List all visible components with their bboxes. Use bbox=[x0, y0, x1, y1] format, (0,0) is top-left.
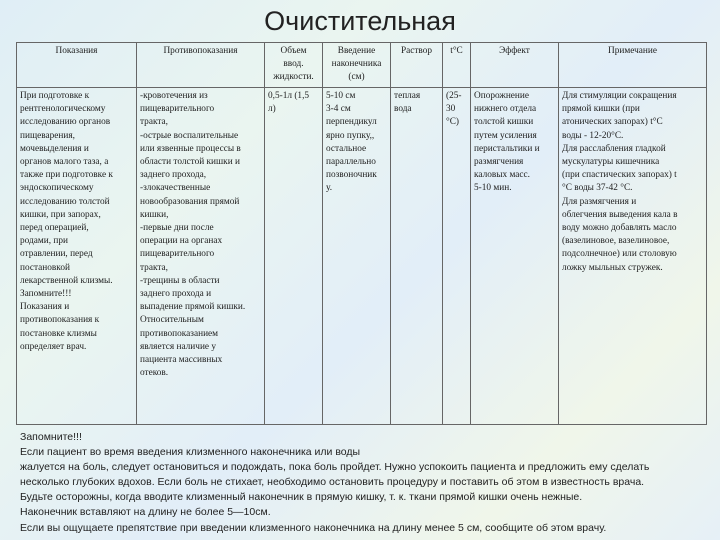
text-line: прямой кишки (при bbox=[562, 104, 640, 115]
text-line: перпендикул bbox=[326, 117, 377, 128]
text-line: мускулатуры кишечника bbox=[562, 157, 660, 168]
text-line: Запомните!!! bbox=[20, 289, 72, 300]
text-line: Для размягчения и bbox=[562, 196, 637, 207]
text-line: размягчения bbox=[474, 157, 524, 168]
text-line: 3-4 см bbox=[326, 104, 351, 115]
text-line: отравлении, перед bbox=[20, 249, 93, 260]
text-line: заднего прохода, bbox=[140, 170, 207, 181]
header-note: Примечание bbox=[559, 43, 707, 88]
text-line: кишки, при запорах, bbox=[20, 209, 101, 220]
text-line: перед операцией, bbox=[20, 223, 89, 234]
text-line: эндоскопическому bbox=[20, 183, 94, 194]
text-line: параллельно bbox=[326, 157, 376, 168]
text-line: заднего прохода и bbox=[140, 289, 212, 300]
text-line: нижнего отдела bbox=[474, 104, 537, 115]
text-line: 5-10 мин. bbox=[474, 183, 512, 194]
text-line: новообразования прямой bbox=[140, 196, 240, 207]
text-line: или язвенные процессы в bbox=[140, 143, 241, 154]
cell-volume bbox=[265, 88, 323, 425]
text-line: Для стимуляции сокращения bbox=[562, 91, 677, 101]
text-line: -острые воспалительные bbox=[140, 130, 239, 141]
text-line: перистальтики и bbox=[474, 143, 540, 154]
text-line: пищеварительного bbox=[140, 249, 215, 260]
text-line: (вазелиновое, вазелиновое, bbox=[562, 236, 670, 247]
text-line: ложку мыльных стружек. bbox=[562, 262, 663, 273]
header-volume: Объем ввод. жидкости. bbox=[265, 43, 323, 88]
text-line: Будьте осторожны, когда вводите клизменный наконечник в прямую кишку, т. к. ткани прямой кишки очень нежные. bbox=[20, 491, 583, 504]
text-line: путем усиления bbox=[474, 130, 537, 141]
text-line: 5-10 см bbox=[326, 91, 356, 101]
table-header-row bbox=[17, 43, 707, 88]
text-line: пищеварения, bbox=[20, 130, 75, 141]
text-line: родами, при bbox=[20, 236, 68, 247]
text-line: каловых масс. bbox=[474, 170, 531, 181]
header-contraindications: Противопоказания bbox=[137, 43, 265, 88]
text-line: исследованию органов bbox=[20, 117, 111, 128]
text-line: постановке клизмы bbox=[20, 328, 97, 339]
text-line: мочевыделения и bbox=[20, 143, 89, 154]
text-line: тракта, bbox=[140, 262, 168, 273]
text-line: воды - 12-20°C. bbox=[562, 130, 624, 141]
cell-solution bbox=[391, 88, 443, 425]
text-line: Опорожнение bbox=[474, 91, 530, 101]
text-line: Относительным bbox=[140, 315, 204, 326]
header-effect: Эффект bbox=[471, 43, 559, 88]
cell-temperature bbox=[443, 88, 471, 425]
text-line: (25- bbox=[446, 91, 462, 101]
text-line: Для расслабления гладкой bbox=[562, 143, 666, 154]
text-line: Запомните!!! bbox=[20, 431, 82, 443]
text-line: отеков. bbox=[140, 368, 169, 379]
cell-note bbox=[559, 88, 707, 425]
cell-effect bbox=[471, 88, 559, 425]
text-line: у. bbox=[326, 183, 333, 194]
text-line: вода bbox=[394, 104, 412, 115]
text-line: -кровотечения из bbox=[140, 91, 208, 101]
text-line: воду можно добавлять масло bbox=[562, 223, 677, 234]
text-line: постановкой bbox=[20, 262, 70, 273]
text-line: остальное bbox=[326, 143, 367, 154]
text-line: жалуется на боль, следует остановиться и подождать, пока боль пройдет. Нужно успокоить пациента и предложить ему сделать bbox=[20, 461, 650, 474]
text-line: (при спастических запорах) t bbox=[562, 170, 677, 181]
text-line: Если пациент во время введения клизменного наконечника или воды bbox=[20, 446, 361, 459]
page-title: Очистительная bbox=[264, 6, 456, 36]
text-line: 30 bbox=[446, 104, 456, 115]
text-line: исследованию толстой bbox=[20, 196, 110, 207]
text-line: л) bbox=[268, 104, 276, 115]
text-line: также при подготовке к bbox=[20, 170, 113, 181]
cell-indications bbox=[17, 88, 137, 425]
text-line: облегчения выведения кала в bbox=[562, 209, 678, 220]
text-line: -злокачественные bbox=[140, 183, 211, 194]
text-line: несколько глубоких вдохов. Если боль не стихает, необходимо остановить процедуру и поставить об этом в известность врача. bbox=[20, 476, 645, 489]
text-line: выпадение прямой кишки. bbox=[140, 302, 246, 313]
text-line: подсолнечное) или столовую bbox=[562, 249, 677, 260]
header-indications: Показания bbox=[17, 43, 137, 88]
text-line: толстой кишки bbox=[474, 117, 534, 128]
text-line: атонических запорах) t°C bbox=[562, 117, 663, 128]
text-line: является наличие у bbox=[140, 341, 217, 352]
text-line: ярно пупку,, bbox=[326, 130, 375, 141]
header-temperature: t°C bbox=[443, 43, 471, 88]
text-line: области толстой кишки и bbox=[140, 157, 240, 168]
cell-contraindications bbox=[137, 88, 265, 425]
text-line: кишки, bbox=[140, 209, 169, 220]
text-line: При подготовке к bbox=[20, 91, 90, 101]
text-line: противопоказанием bbox=[140, 328, 219, 339]
text-line: пищеварительного bbox=[140, 104, 215, 115]
text-line: рентгенологическому bbox=[20, 104, 106, 115]
table-row bbox=[17, 88, 707, 425]
cell-insertion bbox=[323, 88, 391, 425]
text-line: операции на органах bbox=[140, 236, 223, 247]
notes-block bbox=[20, 430, 710, 536]
text-line: Если вы ощущаете препятствие при введении клизменного наконечника на длину менее 5 см, сообщите об этом врачу. bbox=[20, 521, 607, 534]
text-line: °C воды 37-42 °C. bbox=[562, 183, 633, 194]
text-line: органов малого таза, а bbox=[20, 157, 109, 168]
text-line: теплая bbox=[394, 91, 421, 101]
text-line: тракта, bbox=[140, 117, 168, 128]
text-line: -первые дни после bbox=[140, 223, 214, 234]
text-line: лекарственной клизмы. bbox=[20, 275, 113, 286]
enema-table bbox=[16, 42, 707, 425]
text-line: противопоказания к bbox=[20, 315, 100, 326]
text-line: 0,5-1л (1,5 bbox=[268, 91, 310, 101]
text-line: пациента массивных bbox=[140, 355, 223, 366]
header-solution: Раствор bbox=[391, 43, 443, 88]
text-line: Показания и bbox=[20, 302, 70, 313]
text-line: -трещины в области bbox=[140, 275, 220, 286]
header-insertion: Введение наконечника (см) bbox=[323, 43, 391, 88]
text-line: позвоночник bbox=[326, 170, 377, 181]
text-line: °C) bbox=[446, 117, 460, 128]
text-line: определяет врач. bbox=[20, 341, 87, 352]
text-line: Наконечник вставляют на длину не более 5—10см. bbox=[20, 506, 271, 519]
